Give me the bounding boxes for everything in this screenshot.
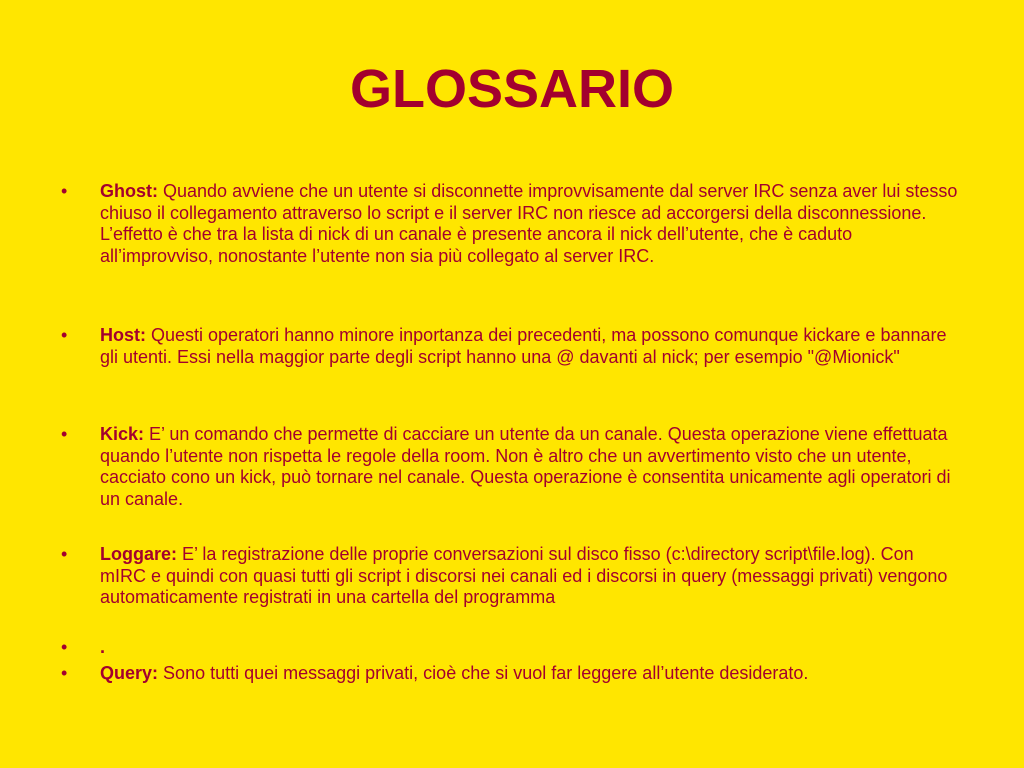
glossary-definition: Quando avviene che un utente si disconnette improvvisamente dal server IRC senza aver lui stesso chiuso il collegamento attraverso lo script e il server IRC non riesce ad accorgersi della disconnessione. L’effetto è che tra la lista di nick di un canale è presente ancora il nick dell’utente, che è caduto all’improvviso, nonostante l’utente non sia più collegato al server IRC. (100, 181, 958, 266)
glossary-definition: Sono tutti quei messaggi privati, cioè che si vuol far leggere all’utente desiderato. (163, 663, 809, 683)
glossary-term: Host: (100, 325, 146, 345)
glossary-item-host (61, 325, 960, 368)
bullet-icon: • (61, 637, 68, 657)
slide-title: GLOSSARIO (349, 59, 675, 119)
glossary-term: Kick: (100, 424, 145, 444)
glossary-definition: Questi operatori hanno minore inportanza dei precedenti, ma possono comunque kickare e bannare gli utenti. Essi nella maggior parte degli script hanno una @ davanti al nick; per esempio "@Mionick" (100, 325, 947, 367)
glossary-item-ghost (61, 181, 960, 267)
glossary-definition: E’ un comando che permette di cacciare un utente da un canale. Questa operazione viene effettuata quando l’utente non rispetta le regole della room. Non è altro che un avvertimento visto che un utente, cacciato cono un kick, può tornare nel canale. Questa operazione è consentita unicamente agli operatori di un canale. (100, 424, 951, 509)
bullet-icon: • (61, 544, 68, 564)
bullet-icon: • (61, 325, 68, 345)
glossary-definition: E’ la registrazione delle proprie conversazioni sul disco fisso (c:\directory script\file.log). Con mIRC e quindi con quasi tutti gli script i discorsi nei canali ed i discorsi in query (messaggi privati) vengono automaticamente registrati in una cartella del programma (100, 544, 948, 608)
glossary-term: Ghost: (100, 181, 158, 201)
bullet-icon: • (61, 424, 68, 444)
glossary-term: Query: (100, 663, 159, 683)
glossary-item-dot (61, 637, 960, 659)
glossary-item-kick (61, 424, 960, 510)
glossary-term: Loggare: (100, 544, 178, 564)
bullet-icon: • (61, 663, 68, 683)
glossary-term: . (100, 637, 106, 657)
glossary-item-loggare (61, 544, 960, 609)
glossary-item-query (61, 663, 960, 685)
bullet-icon: • (61, 181, 68, 201)
